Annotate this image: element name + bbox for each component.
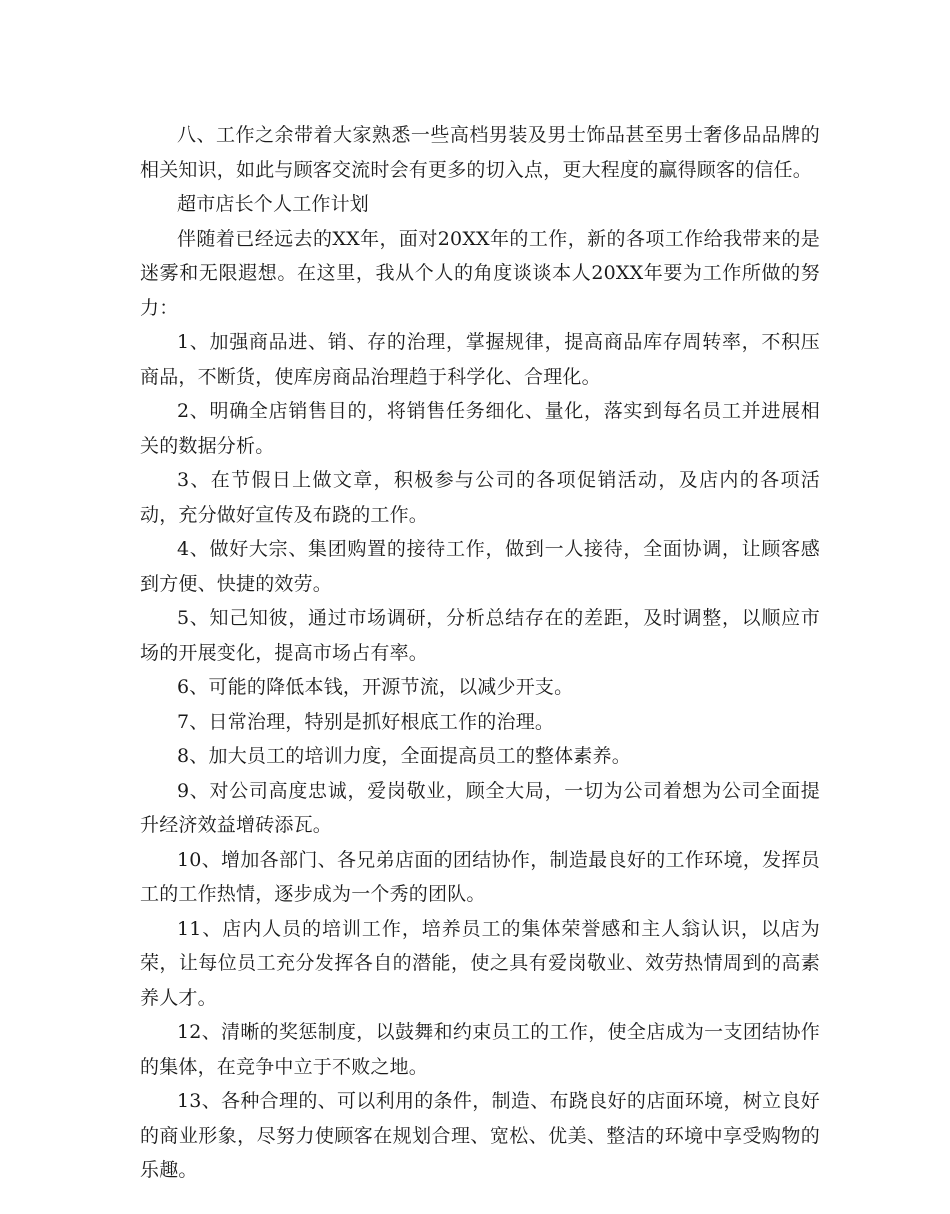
list-item-3: 3、在节假日上做文章，积极参与公司的各项促销活动，及店内的各项活动，充分做好宣传及布跷的工作。 [140,469,820,526]
section-heading: 超市店长个人工作计划 [177,193,370,215]
list-item-9: 9、对公司高度忠诚，爱岗敬业，顾全大局，一切为公司着想为公司全面提升经济效益增砖添瓦。 [140,779,820,836]
intro-paragraph: 伴随着已经远去的XX年，面对20XX年的工作，新的各项工作给我带来的是迷雾和无限遐想。在这里，我从个人的角度谈谈本人20XX年要为工作所做的努力： [140,227,820,319]
list-item-5: 5、知己知彼，通过市场调研，分析总结存在的差距，及时调整，以顺应市场的开展变化，提高市场占有率。 [140,607,820,664]
list-item-13: 13、各种合理的、可以利用的条件，制造、布跷良好的店面环境，树立良好的商业形象，尽努力使顾客在规划合理、宽松、优美、整洁的环境中享受购物的乐趣。 [140,1090,820,1181]
list-item-7: 7、日常治理，特别是抓好根底工作的治理。 [177,710,555,733]
list-item-2: 2、明确全店销售目的，将销售任务细化、量化，落实到每名员工并进展相关的数据分析。 [140,400,820,457]
list-item-10: 10、增加各部门、各兄弟店面的团结协作，制造最良好的工作环境，发挥员工的工作热情，逐步成为一个秀的团队。 [140,848,820,905]
list-item-8: 8、加大员工的培训力度，全面提高员工的整体素养。 [177,745,631,767]
list-item-11: 11、店内人员的培训工作，培养员工的集体荣誉感和主人翁认识，以店为荣，让每位员工充分发挥各自的潜能，使之具有爱岗敬业、效劳热情周到的高素养人才。 [140,917,820,1009]
document-body [140,118,820,1188]
list-item-1: 1、加强商品进、销、存的治理，掌握规律，提高商品库存周转率，不积压商品，不断货，使库房商品治理趋于科学化、合理化。 [140,331,820,388]
list-item-12: 12、清晰的奖惩制度，以鼓舞和约束员工的工作，使全店成为一支团结协作的集体，在竞争中立于不败之地。 [140,1021,820,1078]
list-item-4: 4、做好大宗、集团购置的接待工作，做到一人接待，全面协调，让顾客感到方便、快捷的效劳。 [140,538,820,595]
paragraph-eight: 八、工作之余带着大家熟悉一些高档男装及男士饰品甚至男士奢侈品品牌的相关知识，如此与顾客交流时会有更多的切入点，更大程度的赢得顾客的信任。 [140,124,820,181]
list-item-6: 6、可能的降低本钱，开源节流，以减少开支。 [177,676,574,698]
